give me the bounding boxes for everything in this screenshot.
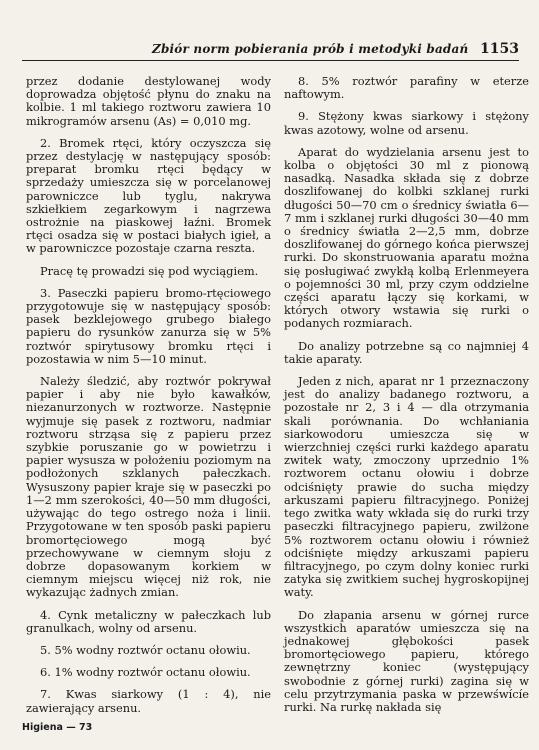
paragraph: 6. 1% wodny roztwór octanu ołowiu. [40, 665, 251, 680]
running-title: Zbiór norm pobierania prób i metodyki badań [152, 42, 469, 56]
paragraph: 2. Bromek rtęci, który oczyszcza się przez destylację w następujący sposób: preparat bromku rtęci będący w sprzedaży umieszcza się w porcelanowej parowniczce lub tyglu, nakrywa szkiełkiem zegarkowym i nagrzewa ostrożnie na piaskowej łaźni. Bromek rtęci osadza się w postaci białych igieł, a w parowniczce pozostaje czarna reszta. [26, 135, 271, 256]
paragraph: 4. Cynk metaliczny w pałeczkach lub granulkach, wolny od arsenu. [26, 607, 271, 635]
right-column [284, 75, 529, 723]
page-header [22, 42, 519, 61]
paragraph: 7. Kwas siarkowy (1 : 4), nie zawierający arsenu. [26, 687, 271, 715]
paragraph: Do złapania arsenu w górnej rurce wszystkich aparatów umieszcza się na jednakowej głębokości pasek bromortęciowego papieru, którego zewnętrzny koniec (występujący swobodnie z górnej rurki) zagina się w celu przytrzymania paska w przewśwícíe rurki. Na rurkę nakłada się [284, 607, 529, 714]
paragraph: 9. Stężony kwas siarkowy i stężony kwas azotowy, wolne od arsenu. [284, 109, 529, 137]
paragraph: 8. 5% roztwór parafiny w eterze naftowym. [284, 74, 529, 102]
paragraph: 5. 5% wodny roztwór octanu ołowiu. [40, 642, 251, 657]
paragraph: Aparat do wydzielania arsenu jest to kolba o objętości 30 ml z pionową nasadką. Nasadka składa się z dobrze doszlifowanej do kolbki szklanej rurki długości 50—70 cm o średnicy światła 6—7 mm i szklanej rurki długości 30—40 mm o średnicy światła 2—2,5 mm, dobrze doszlifowanej do górnego końca pierwszej rurki. Do skonstruowania aparatu można się posługiwać zwykłą kolbą Erlenmeyera o pojemności 30 ml, przy czym oddzielne części aparatu łączy się korkami, w których otwory wstawia się rurki o podanych rozmiarach. [284, 144, 529, 331]
paragraph: przez dodanie destylowanej wody doprowadza objętość płynu do znaku na kolbie. 1 ml takiego roztworu zawiera 10 mikrogramów arsenu (As) = 0,010 mg. [26, 74, 271, 128]
paragraph: Należy śledzić, aby roztwór pokrywał papier i aby nie było kawałków, niezanurzonych w roztworze. Następnie wyjmuje się pasek z roztworu, nadmiar roztworu strząsa się z papieru przez szybkie poruszanie go w powietrzu i papier wysusza w położeniu poziomym na podłożonych szklanych pałeczkach. Wysuszony papier kraje się w paseczki po 1—2 mm szerokości, 40—50 mm długości, używając do tego ostrego noża i linii. Przygotowane w ten sposób paski papieru bromortęciowego mogą być przechowywane w ciemnym słoju z dobrze dopasowanym korkiem w ciemnym miejscu więcej niż rok, nie wykazując żadnych zmian. [26, 374, 271, 600]
paragraph: Do analizy potrzebne są co najmniej 4 takie aparaty. [284, 338, 529, 366]
page-footer: Higiena — 73 [22, 722, 93, 733]
page-number: 1153 [480, 41, 519, 57]
paragraph: Pracę tę prowadzi się pod wyciągiem. [40, 263, 259, 278]
left-column [26, 75, 271, 724]
paragraph: Jeden z nich, aparat nr 1 przeznaczony jest do analizy badanego roztworu, a pozostałe nr 2, 3 i 4 — dla otrzymania skali porównania. Do wchłaniania siarkowodoru umieszcza się w wierzchniej części rurki każdego aparatu zwitek waty, zmoczony uprzednio 1% roztworem octanu ołowiu i dobrze odciśnięty prawie do sucha między arkuszami papieru filtracyjnego. Poniżej tego zwitka waty wkłada się do rurki trzy paseczki filtracyjnego papieru, zwilżone 5% roztworem octanu ołowiu i również odciśnięte między arkuszami papieru filtracyjnego, po czym dolny koniec rurki zatyka się zwitkiem suchej hygroskopijnej waty. [284, 374, 529, 600]
paragraph: 3. Paseczki papieru bromo-rtęciowego przygotowuje się w następujący sposób: pasek bezklejowego grubego białego papieru do rysunków zanurza się w 5% roztwór spirytusowy bromku rtęci i pozostawia w nim 5—10 minut. [26, 285, 271, 366]
